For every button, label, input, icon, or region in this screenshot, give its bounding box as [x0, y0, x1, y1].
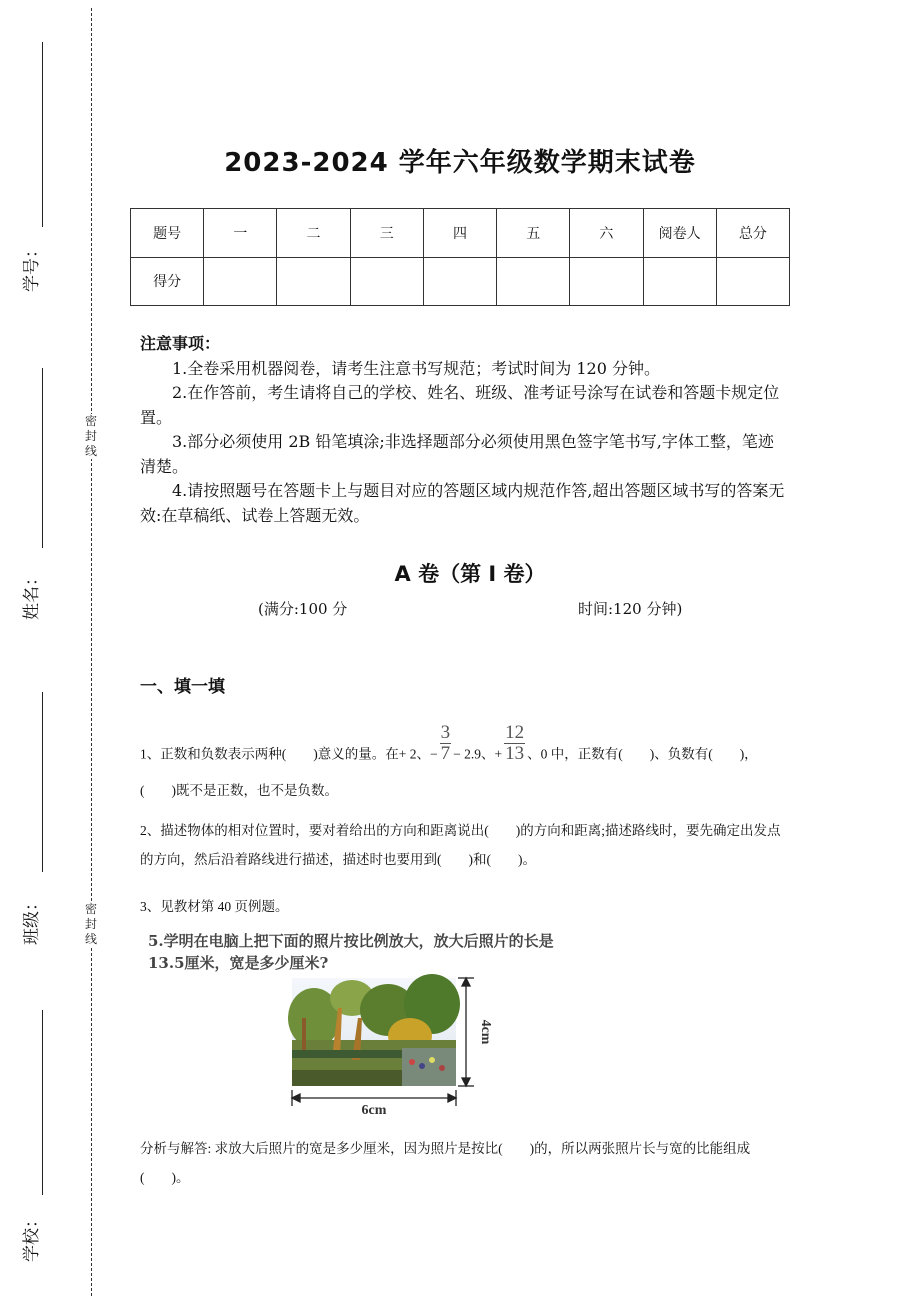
header-cell-5: 五 — [497, 209, 570, 258]
notice-heading: 注意事项： — [140, 334, 221, 353]
seal-text-lower: 密封线 — [84, 902, 97, 946]
score-table — [130, 208, 790, 306]
score-cell — [204, 257, 277, 306]
class-label: 班级： — [22, 894, 42, 945]
seal-dashed-line — [91, 8, 92, 1296]
figure-text-line: 13.5厘米，宽是多少厘米? — [148, 954, 329, 972]
notice-item: 2.在作答前，考生请将自己的学校、姓名、班级、准考证号涂写在试卷和答题卡规定位置。 — [140, 383, 780, 427]
analysis-text: 分析与解答: 求放大后照片的宽是多少厘米，因为照片是按比( )的，所以两张照片长与宽的比能组成( )。 — [140, 1141, 751, 1185]
figure-text-line: 5.学明在电脑上把下面的照片按比例放大，放大后照片的长是 — [148, 932, 554, 950]
photo-image — [288, 974, 460, 1086]
notice-block — [140, 332, 785, 528]
score-cell — [570, 257, 643, 306]
notice-item: 4.请按照题号在答题卡上与题目对应的答题区域内规范作答,超出答题区域书写的答案无效:在草稿纸、试卷上答题无效。 — [140, 481, 785, 525]
notice-item: 1.全卷采用机器阅卷，请考生注意书写规范；考试时间为 120 分钟。 — [172, 358, 660, 378]
exam-time: 时间:120 分钟) — [578, 600, 683, 618]
section-a-title: A 卷（第 I 卷） — [394, 562, 546, 586]
score-cell — [643, 257, 716, 306]
student-id-label: 学号： — [22, 241, 42, 292]
q1-text-after: 、0 中，正数有( )、负数有( )，( )既不是正数，也不是负数。 — [140, 746, 758, 798]
student-id-line — [42, 42, 43, 227]
fraction-numerator: 3 — [440, 722, 451, 743]
question-3: 3、见教材第 40 页例题。 — [140, 899, 289, 914]
width-label: 6cm — [361, 1103, 387, 1118]
fraction-denominator: 7 — [440, 743, 451, 764]
name-label: 姓名： — [22, 569, 42, 620]
header-cell-6: 六 — [570, 209, 643, 258]
photo-illustration — [148, 930, 608, 1120]
fraction-denominator: 13 — [505, 743, 525, 764]
question-1 — [140, 722, 785, 805]
exam-title: 2023-2024 学年六年级数学期末试卷 — [224, 148, 696, 178]
header-cell-grader: 阅卷人 — [643, 209, 716, 258]
score-cell — [277, 257, 350, 306]
score-cell — [497, 257, 570, 306]
notice-item: 3.部分必须使用 2B 铅笔填涂;非选择题部分必须使用黑色签字笔书写,字体工整，笔迹清楚。 — [140, 432, 774, 476]
header-cell-question-no: 题号 — [131, 209, 204, 258]
question-2: 2、描述物体的相对位置时，要对着给出的方向和距离说出( )的方向和距离;描述路线时，要先确定出发点的方向，然后沿着路线进行描述，描述时也要用到( )和( )。 — [140, 823, 781, 867]
header-cell-2: 二 — [277, 209, 350, 258]
name-line — [42, 368, 43, 548]
fraction-12-13 — [504, 723, 525, 764]
height-label: 4cm — [478, 1019, 493, 1045]
seal-text-upper: 密封线 — [84, 414, 97, 458]
school-label: 学校： — [22, 1211, 42, 1262]
header-cell-total: 总分 — [716, 209, 789, 258]
school-line — [42, 1010, 43, 1195]
q1-text-before: 1、正数和负数表示两种( )意义的量。在+ 2、− — [140, 746, 438, 762]
score-cell — [423, 257, 496, 306]
score-cell — [350, 257, 423, 306]
class-line — [42, 692, 43, 872]
full-score: (满分:100 分 — [258, 600, 348, 618]
textbook-example-figure — [148, 930, 608, 1120]
header-cell-3: 三 — [350, 209, 423, 258]
fraction-3-7 — [440, 723, 452, 764]
header-cell-1: 一 — [204, 209, 277, 258]
score-table-score-row — [131, 257, 790, 306]
score-row-label: 得分 — [131, 257, 204, 306]
part-one-heading: 一、填一填 — [140, 677, 225, 697]
score-cell — [716, 257, 789, 306]
header-cell-4: 四 — [423, 209, 496, 258]
score-table-header-row — [131, 209, 790, 258]
q1-text-mid: − 2.9、+ — [453, 746, 503, 762]
fraction-numerator: 12 — [505, 722, 525, 743]
height-dimension — [458, 978, 474, 1086]
